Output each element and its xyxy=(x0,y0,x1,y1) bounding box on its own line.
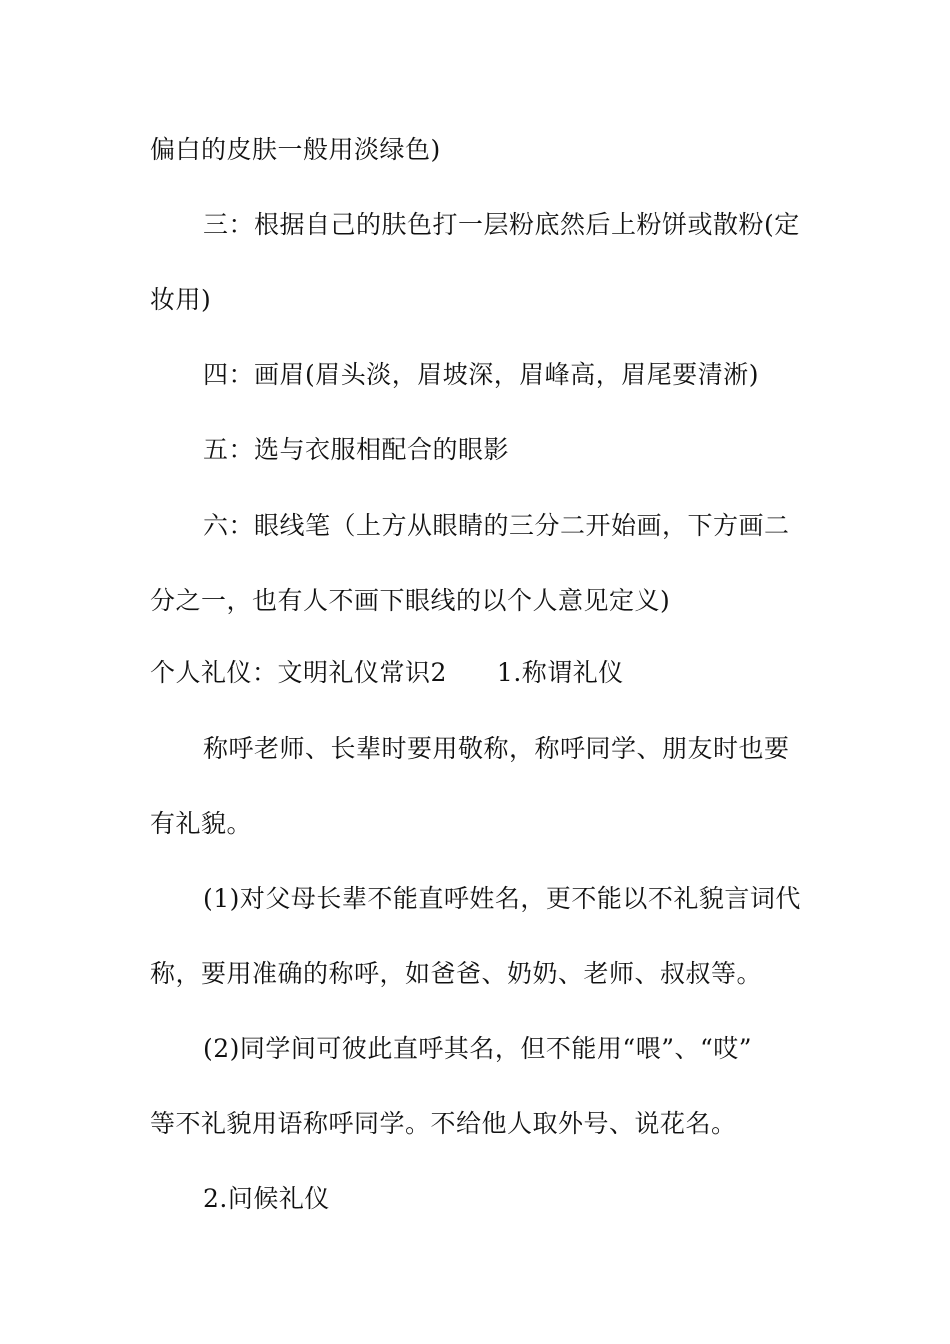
text-line-3: 妆用) xyxy=(150,285,212,314)
text-line-13: (2)同学间可彼此直呼其名，但不能用“喂”、“哎” xyxy=(203,1034,753,1063)
text-line-4: 四：画眉(眉头淡，眉坡深，眉峰高，眉尾要清淅) xyxy=(203,360,760,389)
text-line-14: 等不礼貌用语称呼同学。不给他人取外号、说花名。 xyxy=(150,1109,737,1138)
text-line-12: 称，要用准确的称呼，如爸爸、奶奶、老师、叔叔等。 xyxy=(150,959,763,988)
text-line-9: 称呼老师、长辈时要用敬称，称呼同学、朋友时也要 xyxy=(203,734,790,763)
text-line-2: 三：根据自己的肤色打一层粉底然后上粉饼或散粉(定 xyxy=(203,210,800,239)
text-line-11: (1)对父母长辈不能直呼姓名，更不能以不礼貌言词代 xyxy=(203,884,801,913)
text-line-7: 分之一，也有人不画下眼线的以个人意见定义) xyxy=(150,586,671,615)
text-line-1: 偏白的皮肤一般用淡绿色) xyxy=(150,135,441,164)
text-line-5: 五：选与衣服相配合的眼影 xyxy=(203,435,510,464)
section-heading-line xyxy=(150,656,624,690)
section-title: 个人礼仪：文明礼仪常识2 xyxy=(150,658,447,687)
subsection-title-2: 2.问候礼仪 xyxy=(203,1184,330,1213)
text-line-10: 有礼貌。 xyxy=(150,809,253,838)
subsection-title-1: 1.称谓礼仪 xyxy=(496,658,624,687)
text-line-6: 六：眼线笔（上方从眼睛的三分二开始画，下方画二 xyxy=(203,511,790,540)
